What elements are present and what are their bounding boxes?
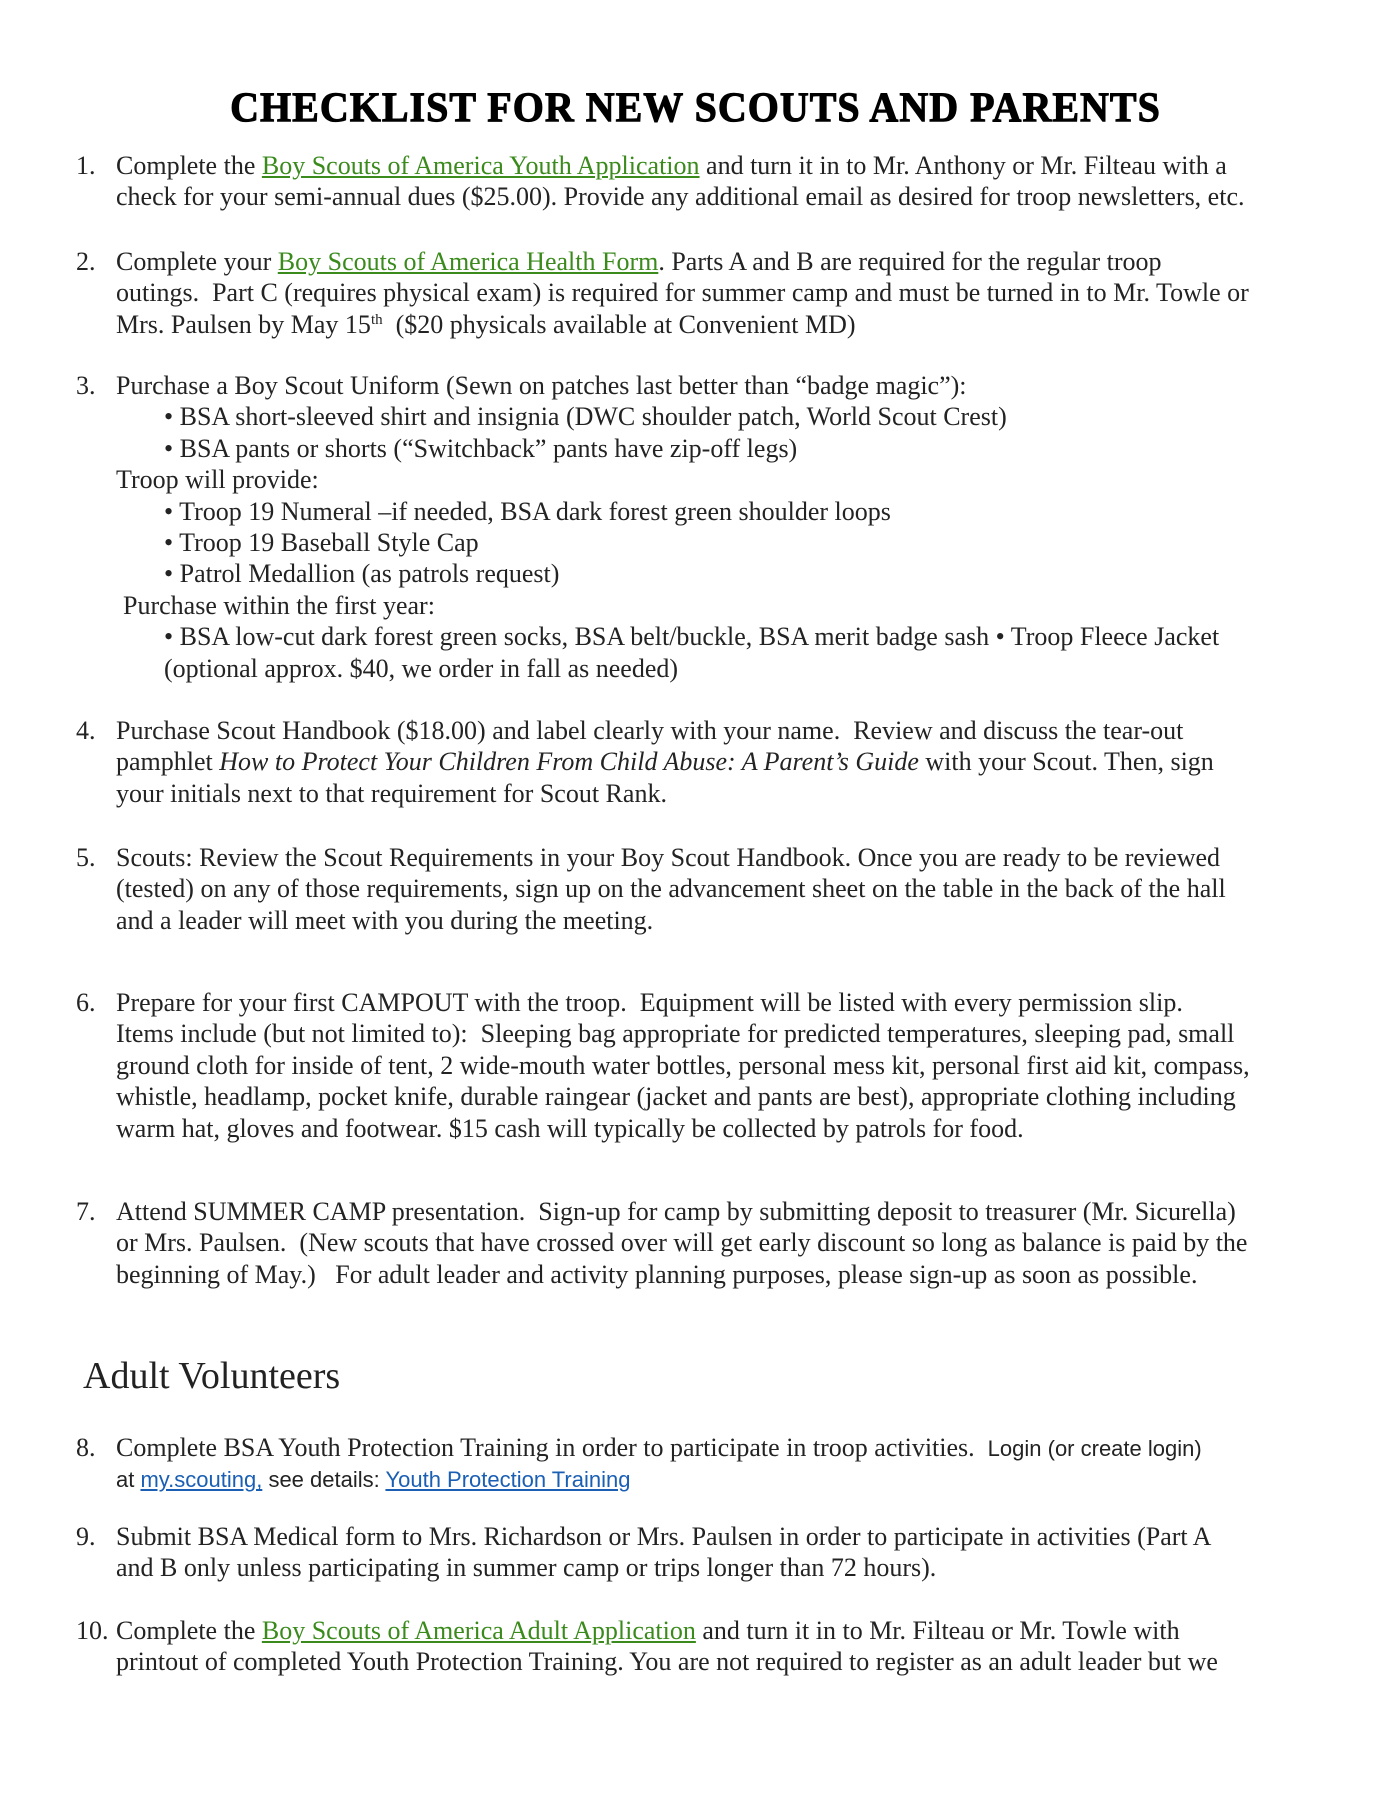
item-number: 6.: [76, 988, 96, 1017]
text-segment: with your Scout. Then, sign: [918, 747, 1214, 777]
text-line: [0, 1227, 1391, 1258]
text-line: [0, 464, 1391, 495]
text-line: [0, 1432, 1391, 1463]
document-link[interactable]: Boy Scouts of America Adult Application: [261, 1616, 696, 1645]
text-segment: whistle, headlamp, pocket knife, durable raingear (jacket and pants are best), appropriate clothing including: [116, 1082, 1236, 1112]
checklist-item: [0, 842, 1391, 936]
text-segment: and B only unless participating in summer camp or trips longer than 72 hours).: [116, 1553, 937, 1583]
item-number: 4.: [76, 716, 96, 745]
line-text: [116, 778, 667, 809]
text-line: [0, 715, 1391, 746]
line-text: [116, 150, 1227, 181]
text-segment: Complete the: [116, 1616, 262, 1645]
text-line: [0, 1081, 1391, 1112]
text-segment: • BSA short-sleeved shirt and insignia (DWC shoulder patch, World Scout Crest): [164, 402, 1007, 432]
section-heading-adult-volunteers: Adult Volunteers: [83, 1355, 341, 1397]
text-line: [0, 653, 1391, 684]
line-text: [116, 464, 319, 495]
line-text: [164, 433, 797, 464]
checklist-item: [0, 1432, 1391, 1495]
text-segment: (optional approx. $40, we order in fall as needed): [164, 653, 679, 683]
text-line: [0, 905, 1391, 936]
line-text: [123, 590, 435, 621]
line-text: [164, 401, 1007, 432]
line-text: [116, 1463, 630, 1495]
text-segment: and turn it in to Mr. Filteau or Mr. Towle with: [695, 1616, 1180, 1645]
text-segment: Prepare for your first CAMPOUT with the troop. Equipment will be listed with every permission slip.: [116, 988, 1183, 1017]
checklist-item: [0, 715, 1391, 809]
text-line: [0, 987, 1391, 1018]
text-line: [0, 873, 1391, 904]
line-text: [116, 309, 856, 340]
checklist-item: [0, 150, 1391, 213]
bullet-item: [0, 558, 1391, 589]
text-segment: ($20 physicals available at Convenient MD): [382, 309, 856, 339]
line-text: [116, 1615, 1180, 1646]
checklist-item: [0, 246, 1391, 340]
text-line: [0, 1196, 1391, 1227]
text-segment: Attend SUMMER CAMP presentation. Sign-up for camp by submitting deposit to treasurer (Mr. Sicurella): [116, 1197, 1236, 1226]
text-segment: • BSA pants or shorts (“Switchback” pants have zip-off legs): [164, 433, 798, 463]
text-segment: and turn it in to Mr. Anthony or Mr. Filteau with a: [699, 151, 1227, 180]
text-segment: your initials next to that requirement for Scout Rank.: [116, 778, 667, 808]
checklist-item: [0, 1615, 1391, 1678]
document-link[interactable]: Boy Scouts of America Health Form: [277, 247, 659, 276]
document-link[interactable]: Youth Protection Training: [385, 1467, 631, 1493]
line-text: [116, 987, 1183, 1018]
item-number: 10.: [76, 1616, 109, 1645]
text-segment: . Parts A and B are required for the regular troop: [658, 247, 1162, 276]
text-segment: Troop will provide:: [116, 465, 319, 495]
text-line: [0, 590, 1391, 621]
text-line: [0, 246, 1391, 277]
line-text: [164, 527, 479, 558]
text-segment: Mrs. Paulsen by May 15: [116, 309, 371, 339]
text-line: [0, 277, 1391, 308]
line-text: [116, 1646, 1218, 1677]
line-text: [164, 558, 559, 589]
text-line: [0, 1463, 1391, 1494]
text-line: [0, 181, 1391, 212]
line-text: [164, 653, 678, 684]
bullet-item: [0, 496, 1391, 527]
bullet-item: [0, 433, 1391, 464]
text-segment: • Patrol Medallion (as patrols request): [164, 559, 560, 589]
document-link[interactable]: Boy Scouts of America Youth Application: [261, 151, 700, 180]
text-line: [0, 1615, 1391, 1646]
line-text: [116, 1196, 1236, 1227]
text-segment: Complete BSA Youth Protection Training in order to participate in troop activities.: [116, 1433, 988, 1462]
text-line: [0, 1646, 1391, 1677]
document-link[interactable]: my.scouting,: [140, 1467, 263, 1493]
text-line: [0, 1113, 1391, 1144]
text-segment: beginning of May.) For adult leader and activity planning purposes, please sign-up as soon as possible.: [116, 1259, 1198, 1289]
item-number: 7.: [76, 1197, 96, 1226]
line-text: [116, 1018, 1234, 1049]
text-segment: warm hat, gloves and footwear. $15 cash will typically be collected by patrols for food.: [116, 1113, 1024, 1143]
text-segment: How to Protect Your Children From Child Abuse: A Parent’s Guide: [219, 747, 919, 777]
line-text: [116, 246, 1162, 277]
item-number: 3.: [76, 371, 96, 400]
text-segment: at: [116, 1467, 141, 1493]
line-text: [116, 1081, 1236, 1112]
text-segment: Complete your: [116, 247, 278, 276]
line-text: [116, 1227, 1247, 1258]
text-line: [0, 1259, 1391, 1290]
bullet-item: [0, 401, 1391, 432]
text-line: [0, 746, 1391, 777]
text-line: [0, 370, 1391, 401]
text-segment: printout of completed Youth Protection Training. You are not required to register as an adult leader but we: [116, 1647, 1218, 1677]
text-segment: pamphlet: [116, 747, 220, 777]
line-text: [164, 496, 891, 527]
text-segment: • Troop 19 Baseball Style Cap: [164, 527, 479, 557]
line-text: [116, 746, 1214, 777]
item-number: 8.: [76, 1433, 96, 1462]
text-segment: Login (or create login): [987, 1436, 1202, 1461]
line-text: [116, 1552, 936, 1583]
text-segment: • Troop 19 Numeral –if needed, BSA dark forest green shoulder loops: [164, 496, 891, 526]
text-line: [0, 309, 1391, 340]
checklist-item: [0, 1196, 1391, 1290]
checklist-item: [0, 370, 1391, 684]
line-text: [116, 842, 1220, 873]
superscript: th: [370, 311, 383, 328]
line-text: [116, 715, 1183, 746]
text-segment: Purchase within the first year:: [123, 590, 435, 620]
text-segment: • BSA low-cut dark forest green socks, BSA belt/buckle, BSA merit badge sash • Troop Fleece Jacket: [164, 622, 1220, 652]
text-segment: Items include (but not limited to): Sleeping bag appropriate for predicted temperatures, sleeping pad, small: [116, 1019, 1235, 1049]
text-segment: outings. Part C (requires physical exam) is required for summer camp and must be turned in to Mr. Towle or: [116, 278, 1249, 308]
line-text: [116, 277, 1249, 308]
line-text: [164, 621, 1219, 652]
checklist-item: [0, 987, 1391, 1144]
text-line: [0, 1050, 1391, 1081]
line-text: [116, 905, 653, 936]
text-segment: see details:: [262, 1467, 386, 1493]
line-text: [116, 181, 1245, 212]
line-text: [116, 1113, 1024, 1144]
checklist-item: [0, 1521, 1391, 1584]
page-title: CHECKLIST FOR NEW SCOUTS AND PARENTS: [230, 83, 1161, 132]
item-number: 9.: [76, 1522, 96, 1551]
line-text: [116, 1432, 1202, 1464]
text-segment: check for your semi-annual dues ($25.00). Provide any additional email as desired for troop newsletters, etc.: [116, 182, 1245, 212]
text-line: [0, 1552, 1391, 1583]
text-line: [0, 1018, 1391, 1049]
line-text: [116, 370, 967, 401]
line-text: [116, 1521, 1211, 1552]
text-segment: (tested) on any of those requirements, sign up on the advancement sheet on the table in the back of the hall: [116, 874, 1226, 904]
text-line: [0, 842, 1391, 873]
text-segment: or Mrs. Paulsen. (New scouts that have crossed over will get early discount so long as balance is paid by the: [116, 1228, 1248, 1258]
text-segment: ground cloth for inside of tent, 2 wide-mouth water bottles, personal mess kit, personal first aid kit, compass,: [116, 1050, 1250, 1080]
line-text: [116, 1050, 1250, 1081]
bullet-item: [0, 621, 1391, 652]
text-segment: Purchase Scout Handbook ($18.00) and label clearly with your name. Review and discuss the tear-out: [116, 716, 1184, 745]
item-number: 5.: [76, 843, 96, 872]
text-segment: Scouts: Review the Scout Requirements in your Boy Scout Handbook. Once you are ready to be reviewed: [116, 843, 1221, 872]
text-segment: Purchase a Boy Scout Uniform (Sewn on patches last better than “badge magic”):: [116, 371, 967, 400]
text-line: [0, 150, 1391, 181]
text-segment: Submit BSA Medical form to Mrs. Richardson or Mrs. Paulsen in order to participate in activities (Part A: [116, 1522, 1212, 1551]
item-number: 1.: [76, 151, 96, 180]
text-line: [0, 1521, 1391, 1552]
line-text: [116, 873, 1226, 904]
line-text: [116, 1259, 1197, 1290]
text-line: [0, 778, 1391, 809]
bullet-item: [0, 527, 1391, 558]
item-number: 2.: [76, 247, 96, 276]
text-segment: and a leader will meet with you during the meeting.: [116, 905, 654, 935]
text-segment: Complete the: [116, 151, 262, 180]
